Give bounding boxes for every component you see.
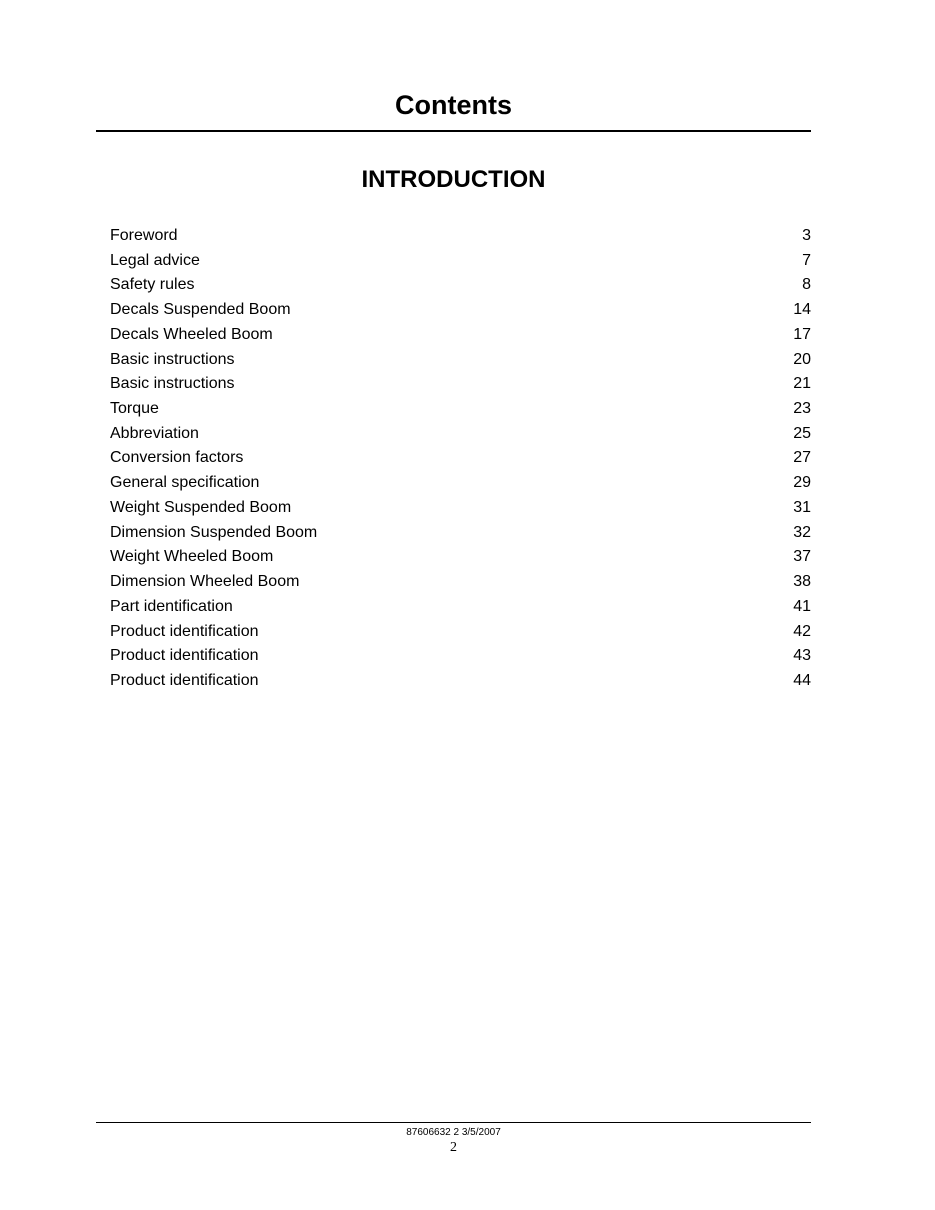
toc-entry-page: 17 — [793, 325, 811, 343]
toc-entry-page: 7 — [802, 251, 811, 269]
toc-entry-label: Decals Suspended Boom — [110, 301, 291, 319]
toc-entry-label: General specification — [110, 474, 260, 492]
toc-entry-page: 43 — [793, 647, 811, 665]
toc-entry-page: 21 — [793, 375, 811, 393]
section-heading: INTRODUCTION — [361, 166, 546, 193]
toc-entry-page: 42 — [793, 622, 811, 640]
toc-entry[interactable] — [110, 273, 811, 298]
toc-entry-label: Basic instructions — [110, 350, 235, 368]
toc-entry-page: 8 — [802, 276, 811, 294]
toc-entry-label: Weight Suspended Boom — [110, 498, 292, 516]
toc-entry[interactable] — [110, 348, 811, 373]
toc-entry[interactable] — [110, 249, 811, 274]
toc-entry[interactable] — [110, 471, 811, 496]
toc-entry[interactable] — [110, 620, 811, 645]
toc-entry-label: Dimension Suspended Boom — [110, 523, 318, 541]
toc-entry[interactable] — [110, 397, 811, 422]
toc-entry-page: 20 — [793, 350, 811, 368]
toc-entry-label: Decals Wheeled Boom — [110, 325, 273, 343]
toc-entry-label: Safety rules — [110, 276, 195, 294]
toc-entry[interactable] — [110, 545, 811, 570]
footer-page-number: 2 — [450, 1140, 457, 1155]
toc-entry-page: 44 — [793, 671, 811, 689]
toc-entry-page: 41 — [793, 597, 811, 615]
toc-entry-label: Abbreviation — [110, 424, 199, 442]
toc-entry-label: Foreword — [110, 227, 178, 244]
toc-entry-label: Basic instructions — [110, 375, 235, 393]
footer-document-code: 87606632 2 3/5/2007 — [406, 1127, 501, 1138]
toc-entry-page: 38 — [793, 573, 811, 591]
toc-entry[interactable] — [110, 298, 811, 323]
toc-entry[interactable] — [110, 422, 811, 447]
toc-entry-page: 27 — [793, 449, 811, 467]
toc-entry-label: Product identification — [110, 647, 259, 665]
toc-entry-page: 29 — [793, 474, 811, 492]
toc-entry-page: 37 — [793, 548, 811, 566]
toc-entry[interactable] — [110, 669, 811, 694]
page-title: Contents — [395, 90, 512, 120]
toc-entry[interactable] — [110, 323, 811, 348]
toc-entry-label: Legal advice — [110, 251, 200, 269]
toc-entry[interactable] — [110, 644, 811, 669]
footer-divider — [96, 1122, 811, 1123]
toc-entry[interactable] — [110, 496, 811, 521]
toc-entry-page: 14 — [793, 301, 811, 319]
toc-entry-label: Product identification — [110, 622, 259, 640]
table-of-contents — [110, 224, 811, 694]
toc-entry-page: 25 — [793, 424, 811, 442]
toc-entry-label: Part identification — [110, 597, 233, 615]
toc-entry-page: 31 — [793, 498, 811, 516]
toc-entry[interactable] — [110, 570, 811, 595]
toc-entry-page: 23 — [793, 400, 811, 418]
title-divider — [96, 130, 811, 132]
toc-entry[interactable] — [110, 446, 811, 471]
toc-entry-page: 3 — [802, 227, 811, 244]
toc-entry-label: Torque — [110, 400, 159, 418]
toc-entry[interactable] — [110, 521, 811, 546]
toc-entry-label: Product identification — [110, 671, 259, 689]
toc-entry[interactable] — [110, 224, 811, 249]
toc-entry-label: Conversion factors — [110, 449, 244, 467]
toc-entry[interactable] — [110, 595, 811, 620]
toc-entry-page: 32 — [793, 523, 811, 541]
toc-entry-label: Dimension Wheeled Boom — [110, 573, 300, 591]
toc-entry[interactable] — [110, 372, 811, 397]
toc-entry-label: Weight Wheeled Boom — [110, 548, 274, 566]
